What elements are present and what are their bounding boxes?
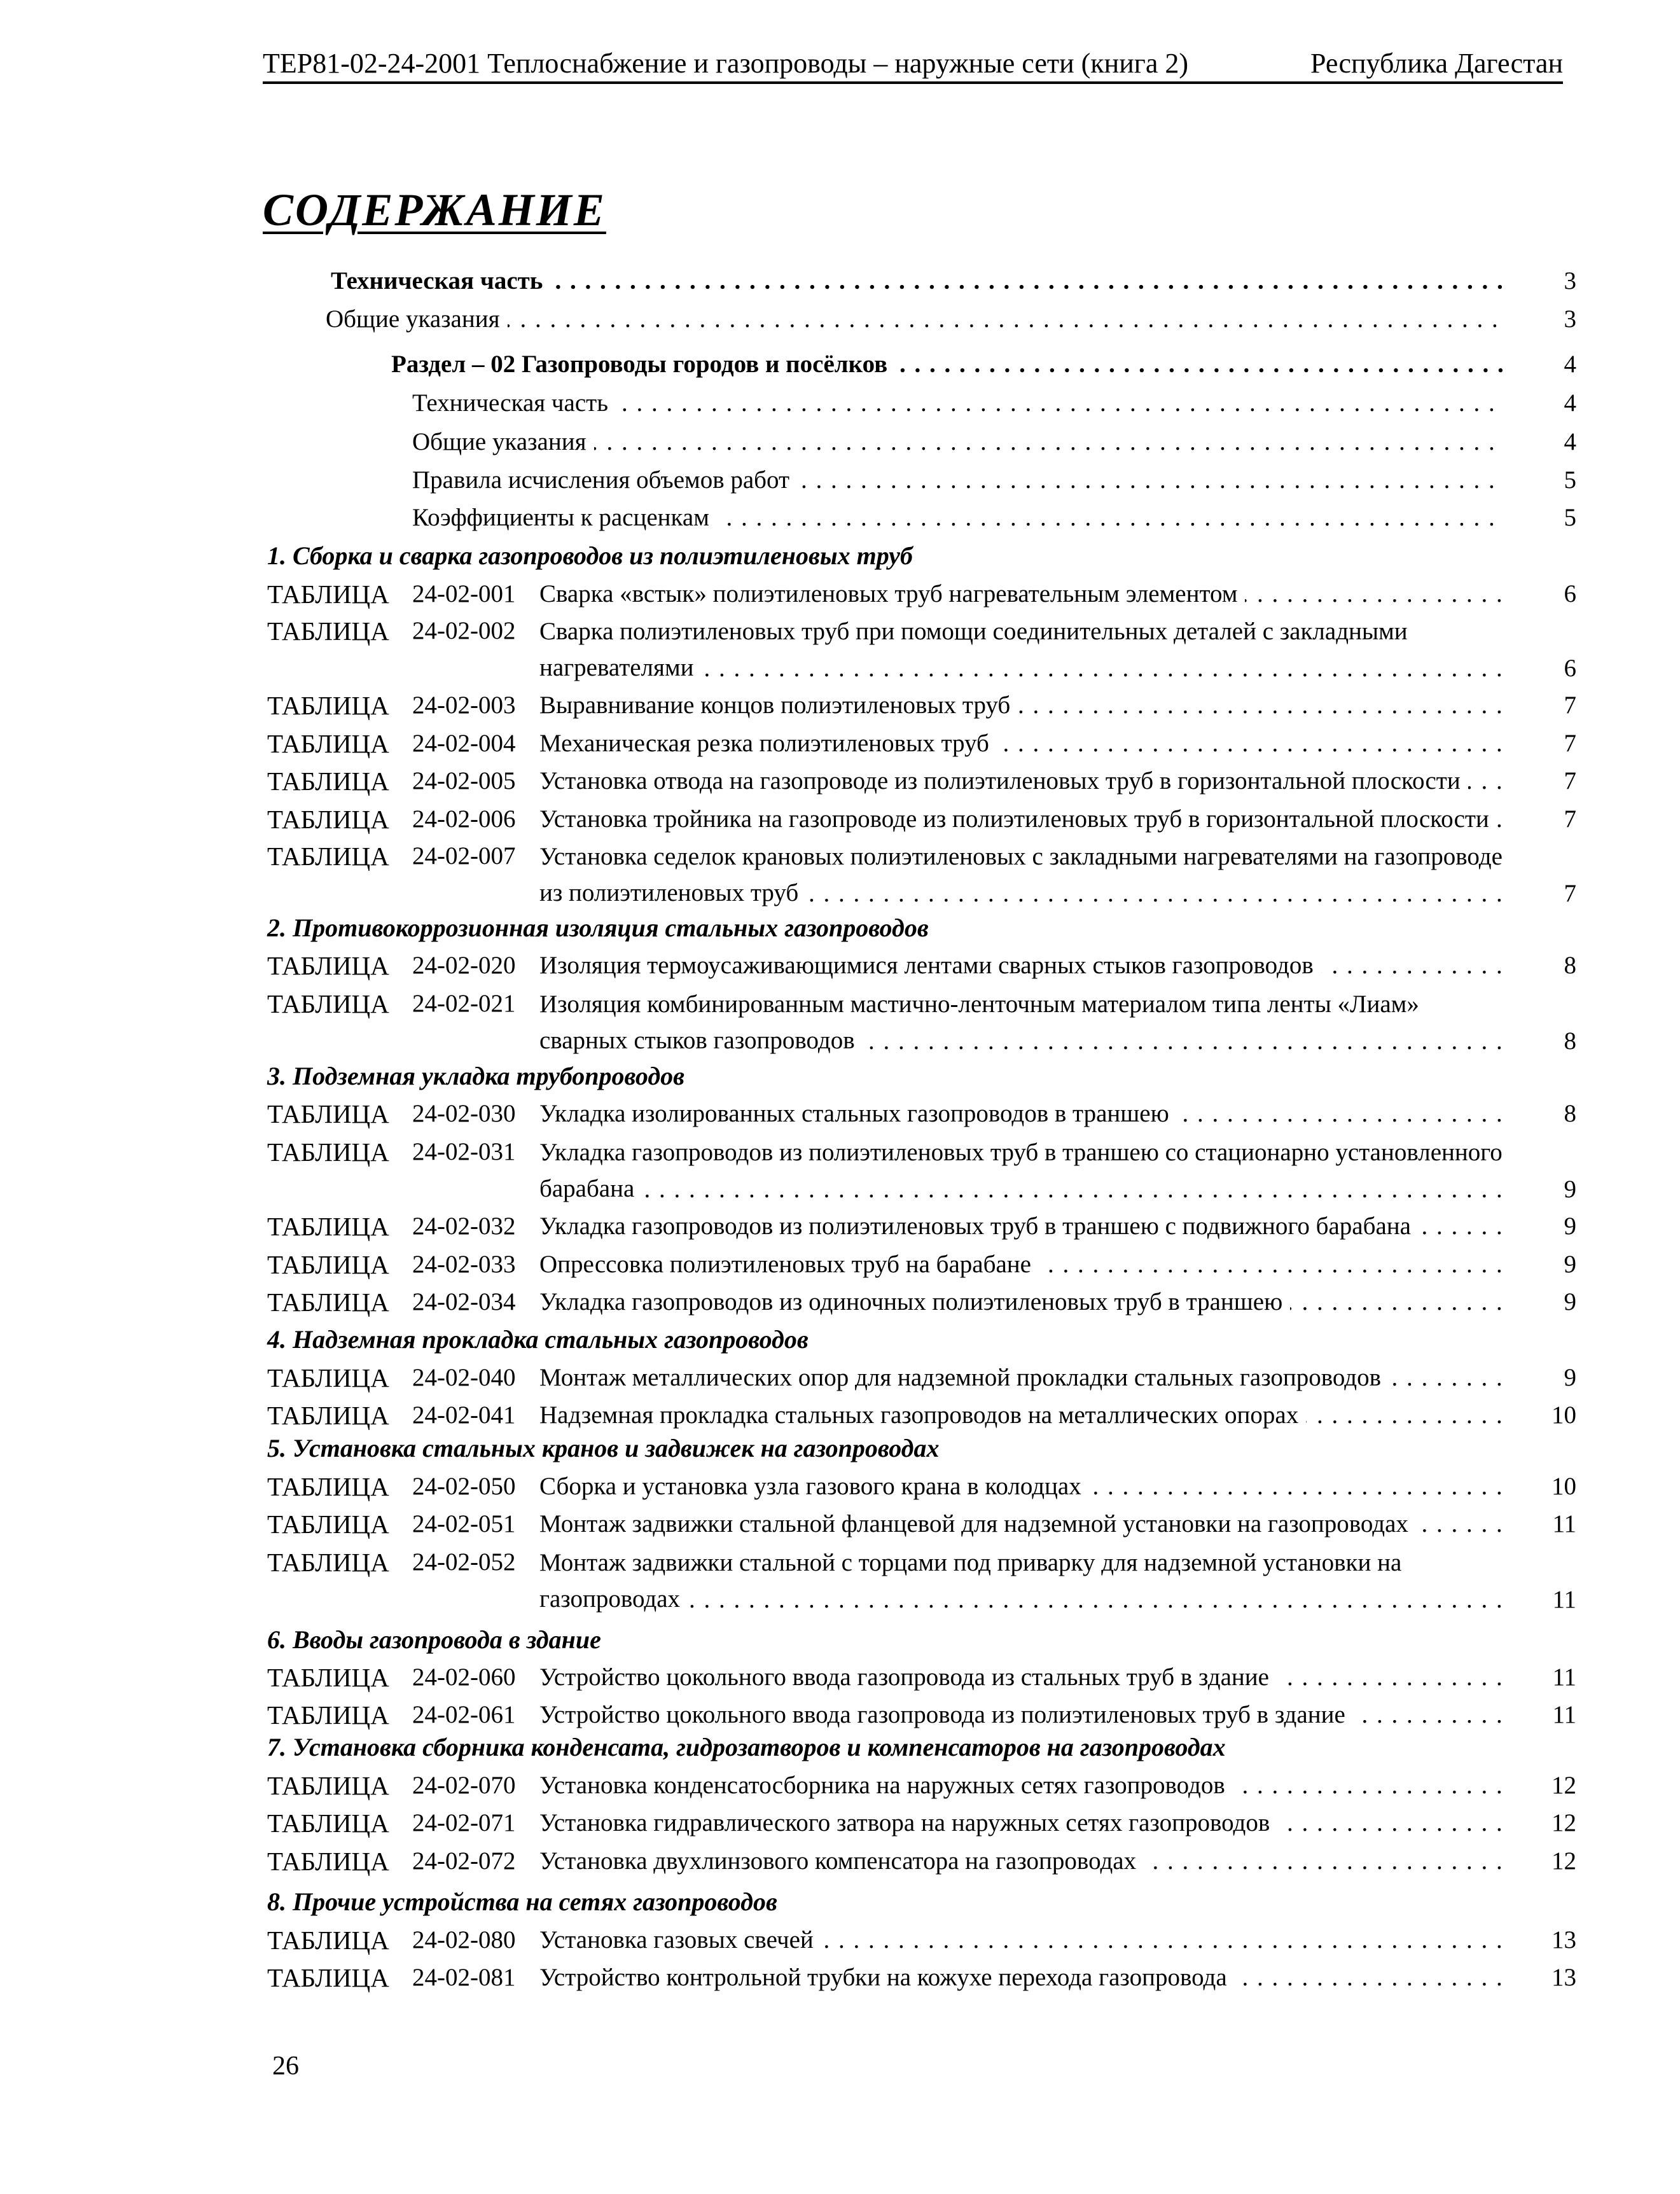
section-title: 7. Установка сборника конденсата, гидрозатворов и компенсаторов на газопроводах	[267, 1733, 1226, 1761]
table-description-text: Укладка изолированных стальных газопроводов в траншею	[539, 1096, 1177, 1132]
table-row[interactable]	[0, 688, 1680, 725]
section-title: 3. Подземная укладка трубопроводов	[267, 1062, 685, 1090]
table-keyword: ТАБЛИЦА	[267, 1099, 389, 1128]
page-ref: 4	[1564, 428, 1576, 455]
table-description-text: Выравнивание концов полиэтиленовых труб	[539, 688, 1018, 723]
table-description	[539, 1247, 1504, 1282]
toc-section-technical-part	[412, 385, 1504, 421]
table-code: 24-02-033	[412, 1251, 516, 1278]
table-code: 24-02-041	[412, 1401, 516, 1429]
table-description	[539, 1360, 1504, 1396]
table-description	[539, 1922, 1504, 1958]
table-keyword: ТАБЛИЦА	[267, 1401, 389, 1430]
toc-technical-part-label: Техническая часть	[331, 263, 550, 299]
page-ref: 9	[1564, 1364, 1576, 1391]
table-description	[539, 576, 1504, 612]
table-keyword: ТАБЛИЦА	[267, 1510, 389, 1539]
table-description	[539, 688, 1504, 723]
table-keyword: ТАБЛИЦА	[267, 1548, 389, 1577]
page-ref: 11	[1552, 1663, 1576, 1691]
page-ref: 8	[1564, 1027, 1576, 1055]
section-title: 2. Противокоррозионная изоляция стальных газопроводов	[267, 913, 929, 942]
table-keyword: ТАБЛИЦА	[267, 1847, 389, 1876]
toc-general-notes	[326, 302, 1504, 337]
toc-technical-part	[331, 263, 1504, 299]
table-description-text: Установка тройника на газопроводе из полиэтиленовых труб в горизонтальной плоскости	[539, 802, 1497, 837]
table-description	[539, 763, 1504, 799]
table-description-text: Укладка газопроводов из полиэтиленовых труб в траншею со стационарно установленного барабана	[539, 1139, 1503, 1202]
table-row[interactable]	[0, 838, 1680, 913]
page-ref: 8	[1564, 1100, 1576, 1127]
table-keyword: ТАБЛИЦА	[267, 580, 389, 609]
table-code: 24-02-081	[412, 1964, 516, 1991]
table-description	[539, 1960, 1504, 1996]
table-row[interactable]	[0, 1247, 1680, 1284]
table-row[interactable]	[0, 1805, 1680, 1842]
page-number: 26	[272, 2052, 299, 2081]
table-description	[539, 1398, 1504, 1433]
table-description	[539, 1805, 1504, 1841]
table-keyword: ТАБЛИЦА	[267, 805, 389, 834]
table-row[interactable]	[0, 1768, 1680, 1805]
table-keyword: ТАБЛИЦА	[267, 729, 389, 758]
table-description	[539, 1506, 1504, 1542]
table-description-text: Изоляция термоусаживающимися лентами сварных стыков газопроводов	[539, 948, 1321, 983]
table-keyword: ТАБЛИЦА	[267, 1809, 389, 1838]
table-code: 24-02-007	[412, 842, 516, 870]
page-ref: 10	[1552, 1473, 1576, 1500]
page-ref: 7	[1564, 805, 1576, 833]
table-row[interactable]	[0, 1209, 1680, 1246]
toc-section-general-notes-label: Общие указания	[412, 424, 594, 460]
table-description	[539, 1134, 1506, 1209]
table-code: 24-02-002	[412, 617, 516, 644]
table-keyword: ТАБЛИЦА	[267, 1212, 389, 1241]
table-description	[539, 1843, 1504, 1879]
table-description-text: Устройство цокольного ввода газопровода из стальных труб в здание	[539, 1660, 1277, 1695]
table-description	[539, 838, 1506, 913]
section-title: 5. Установка стальных кранов и задвижек на газопроводах	[267, 1434, 940, 1462]
table-description	[539, 613, 1506, 688]
table-keyword: ТАБЛИЦА	[267, 767, 389, 796]
page-ref: 7	[1564, 880, 1576, 907]
table-description	[539, 986, 1506, 1060]
toc-section-02-label: Раздел – 02 Газопроводы городов и посёлков	[391, 347, 895, 382]
table-code: 24-02-052	[412, 1548, 516, 1576]
table-code: 24-02-034	[412, 1288, 516, 1316]
table-description	[539, 1768, 1504, 1803]
table-row[interactable]	[0, 576, 1680, 613]
page-ref: 9	[1564, 1251, 1576, 1278]
toc-volume-rules-label: Правила исчисления объемов работ	[412, 462, 797, 498]
table-row[interactable]	[0, 1360, 1680, 1397]
table-code: 24-02-032	[412, 1212, 516, 1240]
dot-leader	[539, 1172, 1504, 1207]
table-code: 24-02-004	[412, 730, 516, 757]
table-description-text: Установка газовых свечей	[539, 1922, 821, 1958]
table-row[interactable]	[0, 802, 1680, 838]
page-ref: 12	[1552, 1772, 1576, 1799]
table-code: 24-02-003	[412, 691, 516, 719]
page-ref: 4	[1564, 351, 1576, 378]
page-ref: 7	[1564, 691, 1576, 719]
table-keyword: ТАБЛИЦА	[267, 1963, 389, 1992]
table-description	[539, 726, 1504, 761]
table-row[interactable]	[0, 1398, 1680, 1434]
table-row[interactable]	[0, 1469, 1680, 1506]
table-description-text: Установка гидравлического затвора на наружных сетях газопроводов	[539, 1805, 1277, 1841]
table-description-text: Установка отвода на газопроводе из полиэтиленовых труб в горизонтальной плоскости	[539, 763, 1468, 799]
toc-section-02	[391, 347, 1504, 382]
table-description-text: Установка двухлинзового компенсатора на газопроводах	[539, 1843, 1144, 1879]
toc-section-general-notes	[412, 424, 1504, 460]
table-description-text: Опрессовка полиэтиленовых труб на барабане	[539, 1247, 1039, 1282]
table-keyword: ТАБЛИЦА	[267, 1250, 389, 1279]
table-description-text: Укладка газопроводов из полиэтиленовых труб в траншею с подвижного барабана	[539, 1209, 1419, 1244]
table-description-text: Сварка полиэтиленовых труб при помощи соединительных деталей с закладными нагревателями	[539, 618, 1408, 681]
table-row[interactable]	[0, 1922, 1680, 1959]
page-ref: 7	[1564, 730, 1576, 757]
document-title: ТЕР81-02-24-2001 Теплоснабжение и газопроводы – наружные сети (книга 2)	[263, 48, 1189, 79]
table-keyword: ТАБЛИЦА	[267, 691, 389, 720]
table-description	[539, 802, 1504, 837]
table-description-text: Монтаж металлических опор для надземной прокладки стальных газопроводов	[539, 1360, 1389, 1396]
table-keyword: ТАБЛИЦА	[267, 1771, 389, 1800]
table-code: 24-02-072	[412, 1847, 516, 1875]
toc-volume-rules	[412, 462, 1504, 498]
page-ref: 9	[1564, 1176, 1576, 1203]
table-row[interactable]	[0, 1096, 1680, 1133]
page-ref: 13	[1552, 1926, 1576, 1954]
table-code: 24-02-040	[412, 1364, 516, 1391]
table-keyword: ТАБЛИЦА	[267, 1137, 389, 1167]
table-code: 24-02-070	[412, 1772, 516, 1799]
table-description	[539, 1209, 1504, 1244]
page-ref: 9	[1564, 1212, 1576, 1240]
table-keyword: ТАБЛИЦА	[267, 842, 389, 871]
table-description	[539, 1545, 1506, 1619]
table-row[interactable]	[0, 948, 1680, 985]
table-keyword: ТАБЛИЦА	[267, 1363, 389, 1392]
table-row[interactable]	[0, 613, 1680, 688]
table-description-text: Устройство контрольной трубки на кожухе перехода газопровода	[539, 1960, 1235, 1996]
table-code: 24-02-051	[412, 1510, 516, 1538]
table-row[interactable]	[0, 986, 1680, 1060]
table-code: 24-02-005	[412, 767, 516, 795]
table-code: 24-02-030	[412, 1100, 516, 1127]
table-row[interactable]	[0, 1697, 1680, 1734]
toc-general-notes-label: Общие указания	[326, 302, 508, 337]
table-row[interactable]	[0, 1284, 1680, 1321]
table-code: 24-02-060	[412, 1663, 516, 1691]
table-keyword: ТАБЛИЦА	[267, 1472, 389, 1501]
table-keyword: ТАБЛИЦА	[267, 951, 389, 980]
table-code: 24-02-050	[412, 1473, 516, 1500]
table-row[interactable]	[0, 1506, 1680, 1543]
page-ref: 12	[1552, 1847, 1576, 1875]
table-code: 24-02-080	[412, 1926, 516, 1954]
table-keyword: ТАБЛИЦА	[267, 989, 389, 1018]
table-row[interactable]	[0, 1134, 1680, 1209]
toc-section-technical-part-label: Техническая часть	[412, 385, 616, 421]
toc-coefficients	[412, 500, 1504, 536]
page-ref: 11	[1552, 1586, 1576, 1613]
page-ref: 5	[1564, 504, 1576, 531]
page-ref: 12	[1552, 1809, 1576, 1836]
page-ref: 4	[1564, 389, 1576, 417]
section-title: 6. Вводы газопровода в здание	[267, 1625, 601, 1654]
page-ref: 7	[1564, 767, 1576, 795]
table-row[interactable]	[0, 1545, 1680, 1619]
page-ref: 3	[1564, 305, 1576, 333]
table-code: 24-02-061	[412, 1701, 516, 1728]
section-title: 1. Сборка и сварка газопроводов из полиэтиленовых труб	[267, 541, 913, 570]
table-description-text: Укладка газопроводов из одиночных полиэтиленовых труб в траншею	[539, 1284, 1290, 1320]
table-code: 24-02-020	[412, 952, 516, 979]
region-name: Республика Дагестан	[1310, 48, 1563, 79]
table-keyword: ТАБЛИЦА	[267, 616, 389, 646]
page-ref: 8	[1564, 952, 1576, 979]
table-description-text: Изоляция комбинированным мастично-ленточным материалом типа ленты «Лиам» сварных стыков газопроводов	[539, 990, 1419, 1054]
table-row[interactable]	[0, 726, 1680, 763]
table-row[interactable]	[0, 763, 1680, 800]
table-description	[539, 1697, 1504, 1733]
table-description	[539, 1284, 1504, 1320]
page-ref: 6	[1564, 580, 1576, 608]
table-description-text: Устройство цокольного ввода газопровода из полиэтиленовых труб в здание	[539, 1697, 1353, 1733]
page-ref: 10	[1552, 1401, 1576, 1429]
section-title: 4. Надземная прокладка стальных газопроводов	[267, 1325, 809, 1354]
table-description	[539, 948, 1504, 983]
contents-heading: СОДЕРЖАНИЕ	[263, 184, 606, 235]
table-description-text: Монтаж задвижки стальной с торцами под приварку для надземной установки на газопроводах	[539, 1549, 1402, 1613]
page-ref: 3	[1564, 267, 1576, 295]
table-row[interactable]	[0, 1843, 1680, 1880]
table-description-text: Установка седелок крановых полиэтиленовых с закладными нагревателями на газопроводе из полиэтиленовых труб	[539, 843, 1503, 906]
table-row[interactable]	[0, 1660, 1680, 1697]
table-keyword: ТАБЛИЦА	[267, 1926, 389, 1955]
table-description-text: Механическая резка полиэтиленовых труб	[539, 726, 997, 761]
page-ref: 5	[1564, 466, 1576, 494]
table-keyword: ТАБЛИЦА	[267, 1700, 389, 1730]
page-ref: 13	[1552, 1964, 1576, 1991]
table-keyword: ТАБЛИЦА	[267, 1663, 389, 1692]
toc-coefficients-label: Коэффициенты к расценкам	[412, 500, 717, 536]
table-description-text: Установка конденсатосборника на наружных сетях газопроводов	[539, 1768, 1233, 1803]
table-keyword: ТАБЛИЦА	[267, 1288, 389, 1317]
table-description-text: Монтаж задвижки стальной фланцевой для надземной установки на газопроводах	[539, 1506, 1416, 1542]
page-ref: 11	[1552, 1510, 1576, 1538]
table-code: 24-02-021	[412, 990, 516, 1017]
table-code: 24-02-031	[412, 1138, 516, 1165]
table-description-text: Сборка и установка узла газового крана в колодцах	[539, 1469, 1089, 1504]
section-title: 8. Прочие устройства на сетях газопроводов	[267, 1887, 777, 1916]
table-row[interactable]	[0, 1960, 1680, 1997]
table-description	[539, 1096, 1504, 1132]
table-description-text: Надземная прокладка стальных газопроводов на металлических опорах	[539, 1398, 1306, 1433]
table-description-text: Сварка «встык» полиэтиленовых труб нагревательным элементом	[539, 576, 1245, 612]
table-code: 24-02-071	[412, 1809, 516, 1836]
page-ref: 9	[1564, 1288, 1576, 1316]
page-ref: 6	[1564, 655, 1576, 682]
table-description	[539, 1660, 1504, 1695]
page-ref: 11	[1552, 1701, 1576, 1728]
table-description	[539, 1469, 1504, 1504]
table-code: 24-02-006	[412, 805, 516, 833]
table-code: 24-02-001	[412, 580, 516, 608]
